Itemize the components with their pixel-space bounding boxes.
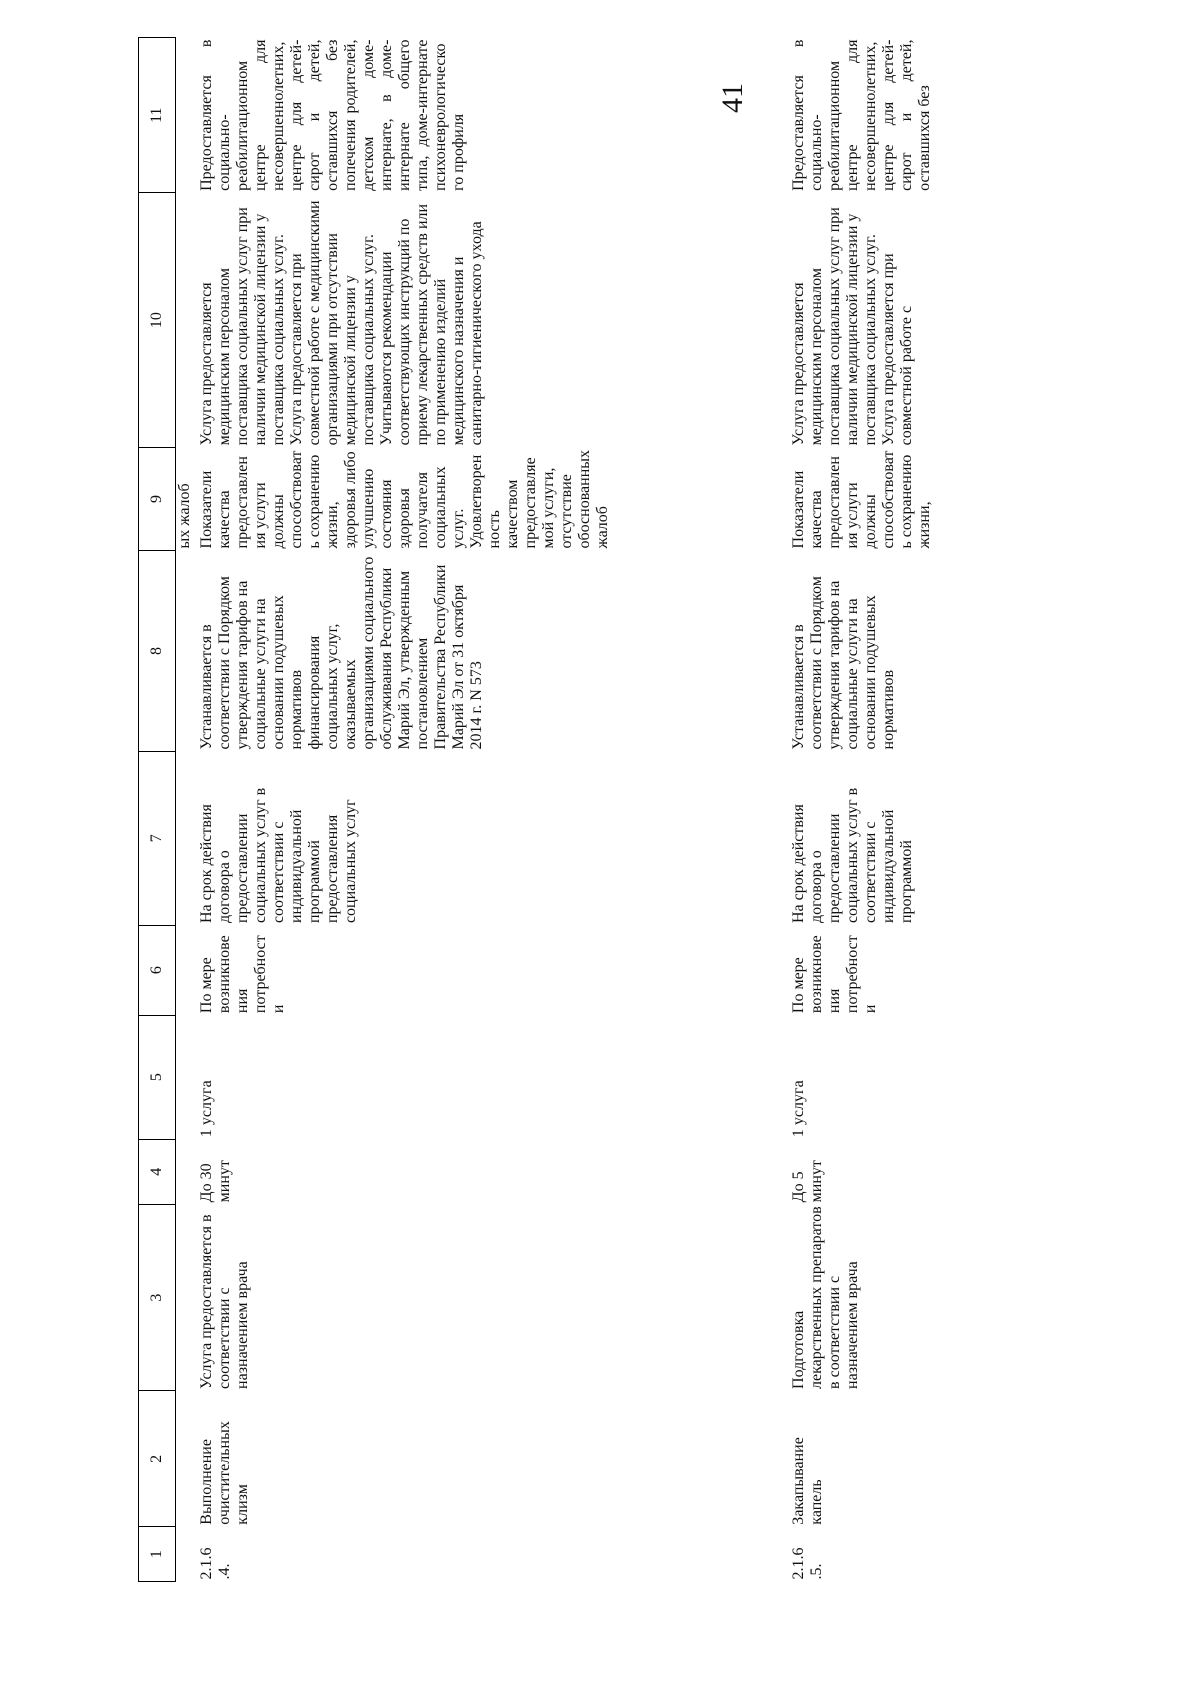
row-number: 2.1.6 .4. — [198, 1547, 233, 1580]
service-conditions: Услуга предоставляется медицинским персоналом поставщика социальных услуг при наличии медицинской лицензии у поставщика социальных услуг. Услуга предоставляется при совместной работе с медицинскими организациями при отсутствии медицинской лицензии у поставщика социальных услуг. Учитываются рекомендации соответствующих инструкций по приему лекарственных средств или по применению изделий медицинского назначения и санитарно-гигиенического ухода — [198, 200, 485, 446]
service-name: Закапывание капель — [790, 1437, 825, 1525]
col-header-4: 4 — [139, 1139, 176, 1204]
col-header-11: 11 — [139, 38, 176, 193]
table-row — [198, 38, 790, 1582]
col-header-6: 6 — [139, 925, 176, 1015]
page-number: 41 — [716, 83, 749, 113]
service-conditions: Услуга предоставляется медицинским персоналом поставщика социальных услуг при наличии медицинской лицензии у поставщика социальных услуг. Услуга предоставляется при совместной работе с — [790, 207, 915, 446]
service-term: На срок действия договора о предоставлении социальных услуг в соответствии с индивидуальной программой — [790, 787, 915, 924]
col-header-5: 5 — [139, 1015, 176, 1139]
continuation-text: ых жалоб — [176, 483, 193, 549]
col-header-1: 1 — [139, 1527, 176, 1582]
service-duration: До 5 минут — [790, 1160, 825, 1203]
service-unit: 1 услуга — [198, 1080, 215, 1138]
service-name: Выполнение очистительных клизм — [198, 1421, 251, 1525]
service-duration: До 30 минут — [198, 1160, 233, 1203]
service-tariff: Устанавливается в соответствии с Порядком утверждения тарифов на социальные услуги на основании подушевых нормативов финансирования социальных услуг, оказываемых организациями социального обслуживания Республики Марий Эл, утвержденным постановлением Правительства Республики Марий Эл от 31 октября 2014 г. N 573 — [198, 556, 485, 750]
service-where: Предоставляется в социально-реабилитационном центре для несовершеннолетних, центре для детей-сирот и детей, оставшихся без — [790, 39, 933, 191]
service-quality: Показатели качества предоставления услуги должны способствовать сохранению жизни, — [790, 450, 933, 549]
row-number: 2.1.6 .5. — [790, 1547, 825, 1580]
service-unit: 1 услуга — [790, 1080, 807, 1138]
service-quality: Показатели качества предоставления услуги должны способствовать сохранению жизни, здоровья либо улучшению состояния здоровья получателя социальных услуг. Удовлетворенность качеством предоставляемой услуги, отсутствие обоснованных жалоб — [198, 449, 611, 549]
service-tariff: Устанавливается в соответствии с Порядком утверждения тарифов на социальные услуги на основании подушевых нормативов — [790, 576, 897, 750]
service-frequency: По мере возникновения потребности — [198, 935, 287, 1014]
col-header-3: 3 — [139, 1204, 176, 1391]
col-header-7: 7 — [139, 751, 176, 925]
services-table — [138, 37, 1200, 1582]
service-frequency: По мере возникновения потребности — [790, 935, 879, 1014]
table-row — [790, 38, 1200, 1582]
col-header-9: 9 — [139, 447, 176, 550]
continuation-row — [176, 38, 199, 1582]
rotated-table-container — [138, 37, 1200, 1582]
col-header-2: 2 — [139, 1391, 176, 1527]
col-header-8: 8 — [139, 550, 176, 751]
service-description: Подготовка лекарственных препаратов в соответствии с назначением врача — [790, 1206, 861, 1389]
service-description: Услуга предоставляется в соответствии с назначением врача — [198, 1214, 251, 1389]
col-header-10: 10 — [139, 193, 176, 448]
header-row — [139, 38, 176, 1582]
service-term: На срок действия договора о предоставлении социальных услуг в соответствии с индивидуальной программой предоставления социальных услуг — [198, 787, 359, 924]
service-where: Предоставляется в социально-реабилитационном центре для несовершеннолетних, центре для детей-сирот и детей, оставшихся без попечения родителей, детском доме-интернате, в доме-интернате общего типа, доме-интернате психоневрологического профиля — [198, 39, 467, 191]
